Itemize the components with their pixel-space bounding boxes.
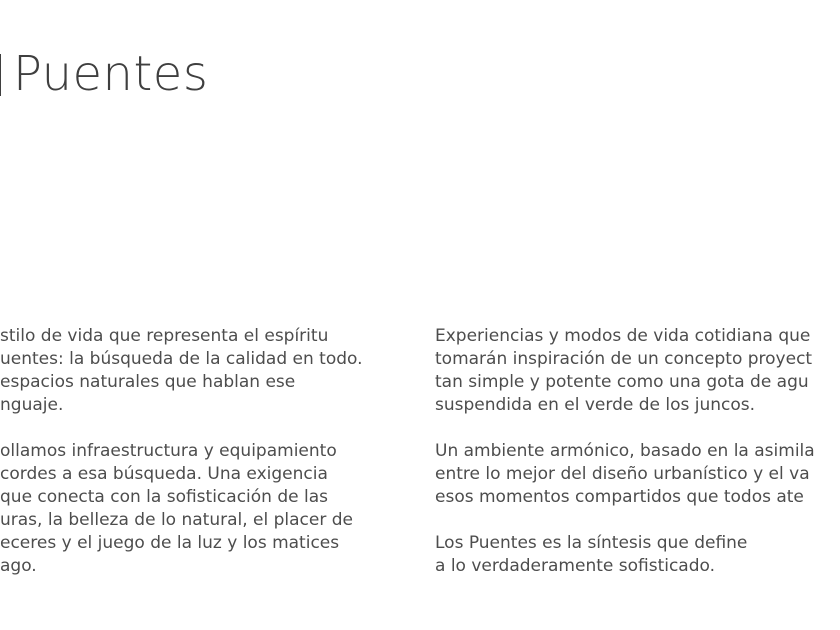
left-paragraph-2: [0, 440, 400, 578]
left-text-column: [0, 325, 400, 578]
text-line: Experiencias y modos de vida cotidiana que: [435, 326, 811, 346]
text-line: esos momentos compartidos que todos ate: [435, 487, 804, 507]
page-title: [0, 46, 208, 104]
text-line: stilo de vida que representa el espíritu: [0, 326, 329, 346]
text-line: uentes: la búsqueda de la calidad en todo.: [0, 349, 363, 369]
right-paragraph-1: [435, 325, 840, 417]
text-line: ollamos infraestructura y equipamiento: [0, 441, 337, 461]
title-cut-letter: [0, 54, 1, 96]
text-line: que conecta con la sofisticación de las: [0, 487, 328, 507]
text-line: Los Puentes es la síntesis que define: [435, 533, 748, 553]
text-line: nguaje.: [0, 395, 64, 415]
right-paragraph-2: [435, 440, 840, 509]
text-line: tan simple y potente como una gota de agu: [435, 372, 809, 392]
text-line: eceres y el juego de la luz y los matices: [0, 533, 340, 553]
text-line: suspendida en el verde de los juncos.: [435, 395, 756, 415]
text-line: Un ambiente armónico, basado en la asimila: [435, 441, 815, 461]
text-line: entre lo mejor del diseño urbanístico y el va: [435, 464, 810, 484]
text-line: ago.: [0, 556, 37, 576]
right-text-column: [435, 325, 840, 578]
left-paragraph-1: [0, 325, 400, 417]
right-paragraph-3: [435, 532, 840, 578]
text-line: a lo verdaderamente sofisticado.: [435, 556, 716, 576]
text-line: uras, la belleza de lo natural, el placer de: [0, 510, 354, 530]
page-title-text: Puentes: [13, 46, 209, 102]
text-line: cordes a esa búsqueda. Una exigencia: [0, 464, 328, 484]
text-line: tomarán inspiración de un concepto proyect: [435, 349, 813, 369]
text-line: espacios naturales que hablan ese: [0, 372, 296, 392]
